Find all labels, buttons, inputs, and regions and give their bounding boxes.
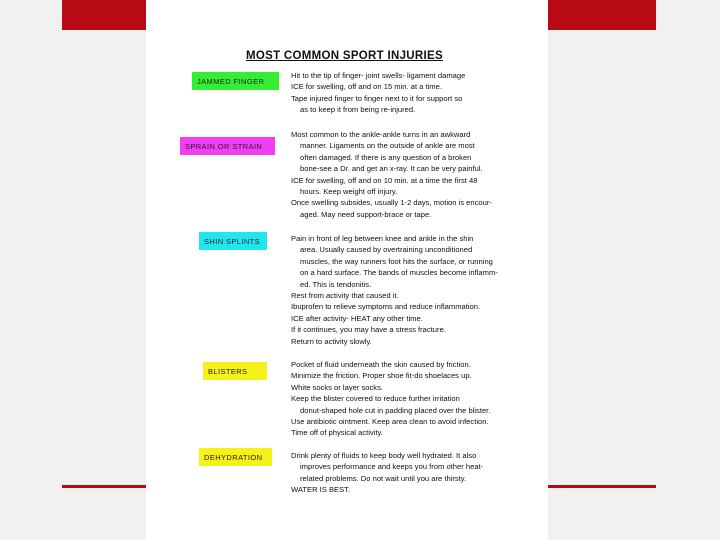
desc-line: WATER IS BEST. xyxy=(291,485,351,495)
desc-line: ICE after activity- HEAT any other time. xyxy=(291,313,423,323)
desc-line: as to keep it from being re-injured. xyxy=(300,105,416,115)
desc-line: on a hard surface. The bands of muscles become inflamm- xyxy=(300,268,498,278)
desc-line: Use antibiotic ointment. Keep area clean to avoid infection. xyxy=(291,417,489,427)
desc-line: Hit to the tip of finger- joint swells- ligament damage xyxy=(291,71,466,80)
desc-line: manner. Ligaments on the outside of ankle are most xyxy=(300,141,475,151)
desc-line: Return to activity slowly. xyxy=(291,336,372,346)
desc-line: Drink plenty of fluids to keep body well hydrated. It also xyxy=(291,451,477,460)
desc-line: bone-see a Dr. and get an x-ray. It can be very painful. xyxy=(300,164,483,174)
desc-line: muscles, the way runners foot hits the surface, or running xyxy=(300,256,493,266)
tag-sprain-or-strain xyxy=(180,137,275,155)
desc-line: Minimize the friction. Proper shoe fit-do shoelaces up. xyxy=(291,371,472,381)
desc-jammed-finger xyxy=(291,70,541,116)
desc-line: Keep the blister covered to reduce further irritation xyxy=(291,394,460,404)
desc-line: If it continues, you may have a stress fracture. xyxy=(291,325,446,335)
desc-line: Once swelling subsides, usually 1-2 days, motion is encour- xyxy=(291,198,492,208)
desc-line: Pain in front of leg between knee and ankle in the shin xyxy=(291,234,474,243)
desc-line: often damaged. If there is any question of a broken xyxy=(300,152,472,162)
desc-line: Tape injured finger to finger next to it for support so xyxy=(291,93,463,103)
desc-sprain-or-strain xyxy=(291,129,541,220)
desc-line: ed. This is tendonitis. xyxy=(300,279,372,289)
desc-dehydration xyxy=(291,450,541,496)
desc-line: ICE for swelling, off and on 15 min. at a time. xyxy=(291,82,442,92)
tag-label: BLISTERS xyxy=(208,366,248,376)
desc-line: improves performance and keeps you from other heat- xyxy=(300,462,484,472)
desc-blisters xyxy=(291,359,541,439)
tag-label: SPRAIN OR STRAIN xyxy=(185,141,263,151)
desc-line: Pocket of fluid underneath the skin caused by friction. xyxy=(291,360,471,369)
tag-label: JAMMED FINGER xyxy=(197,76,265,86)
desc-line: donut-shaped hole cut in padding placed over the blister. xyxy=(300,405,491,415)
tag-label: DEHYDRATION xyxy=(204,452,263,462)
desc-line: ICE for swelling, off and on 10 min. at a time the first 48 xyxy=(291,175,478,185)
tag-dehydration xyxy=(199,448,272,466)
desc-line: Rest from activity that caused it. xyxy=(291,291,399,301)
desc-line: Most common to the ankle-ankle turns in an awkward xyxy=(291,130,471,139)
desc-line: area. Usually caused by overtraining unconditioned xyxy=(300,245,473,255)
desc-line: Time off of physical activity. xyxy=(291,428,383,438)
page-title: MOST COMMON SPORT INJURIES xyxy=(246,50,443,62)
desc-line: hours. Keep weight off injury. xyxy=(300,187,398,197)
tag-label: SHIN SPLINTS xyxy=(204,236,261,246)
tag-shin-splints xyxy=(199,232,267,250)
desc-line: Ibuprofen to relieve symptoms and reduce inflammation. xyxy=(291,302,481,312)
desc-line: aged. May need support-brace or tape. xyxy=(300,209,432,219)
document-page xyxy=(146,0,548,540)
tag-jammed-finger xyxy=(192,72,279,90)
desc-line: White socks or layer socks. xyxy=(291,382,383,392)
desc-shin-splints xyxy=(291,233,541,347)
tag-blisters xyxy=(203,362,267,380)
desc-line: related problems. Do not wait until you are thirsty. xyxy=(300,473,467,483)
